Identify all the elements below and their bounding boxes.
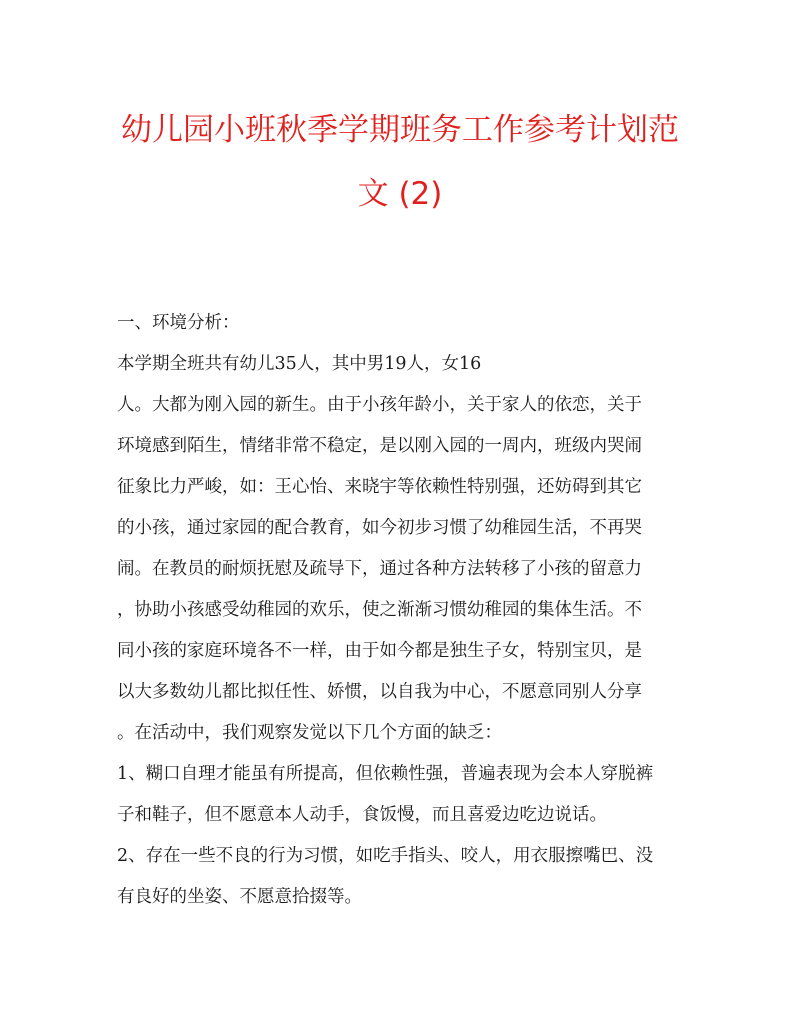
body-line: 闹。在教员的耐烦抚慰及疏导下，通过各种方法转移了小孩的留意力 — [117, 559, 642, 579]
body-line: 人。大都为刚入园的新生。由于小孩年龄小，关于家人的依恋，关于 — [117, 395, 642, 415]
body-line: 以大多数幼儿都比拟任性、娇惯，以自我为中心，不愿意同别人分享 — [117, 682, 642, 702]
list-item-line: 2、存在一些不良的行为习惯，如吃手指头、咬人，用衣服擦嘴巴、没 — [117, 846, 654, 866]
list-item-line: 子和鞋子，但不愿意本人动手，食饭慢，而且喜爱边吃边说话。 — [117, 805, 607, 825]
section-heading: 一、环境分析： — [117, 313, 240, 333]
document-title-line-2: 文 (2) — [357, 176, 443, 212]
body-line: 环境感到陌生，情绪非常不稳定，是以刚入园的一周内，班级内哭闹 — [117, 436, 642, 456]
body-line: 同小孩的家庭环境各不一样，由于如今都是独生子女，特别宝贝，是 — [117, 641, 642, 661]
body-line: 的小孩，通过家园的配合教育，如今初步习惯了幼稚园生活，不再哭 — [117, 518, 642, 538]
list-item-line: 有良好的坐姿、不愿意拾掇等。 — [117, 887, 362, 907]
body-line: 。在活动中，我们观察发觉以下几个方面的缺乏： — [117, 723, 502, 743]
document-title-line-1: 幼儿园小班秋季学期班务工作参考计划范 — [121, 112, 679, 148]
body-line: 本学期全班共有幼儿35人，其中男19人，女16 — [117, 354, 482, 374]
body-line: ，协助小孩感受幼稚园的欢乐，使之渐渐习惯幼稚园的集体生活。不 — [117, 600, 642, 620]
list-item-line: 1、糊口自理才能虽有所提高，但依赖性强，普遍表现为会本人穿脱裤 — [117, 764, 654, 784]
body-line: 征象比力严峻，如：王心怡、来晓宇等依赖性特别强，还妨碍到其它 — [117, 477, 642, 497]
